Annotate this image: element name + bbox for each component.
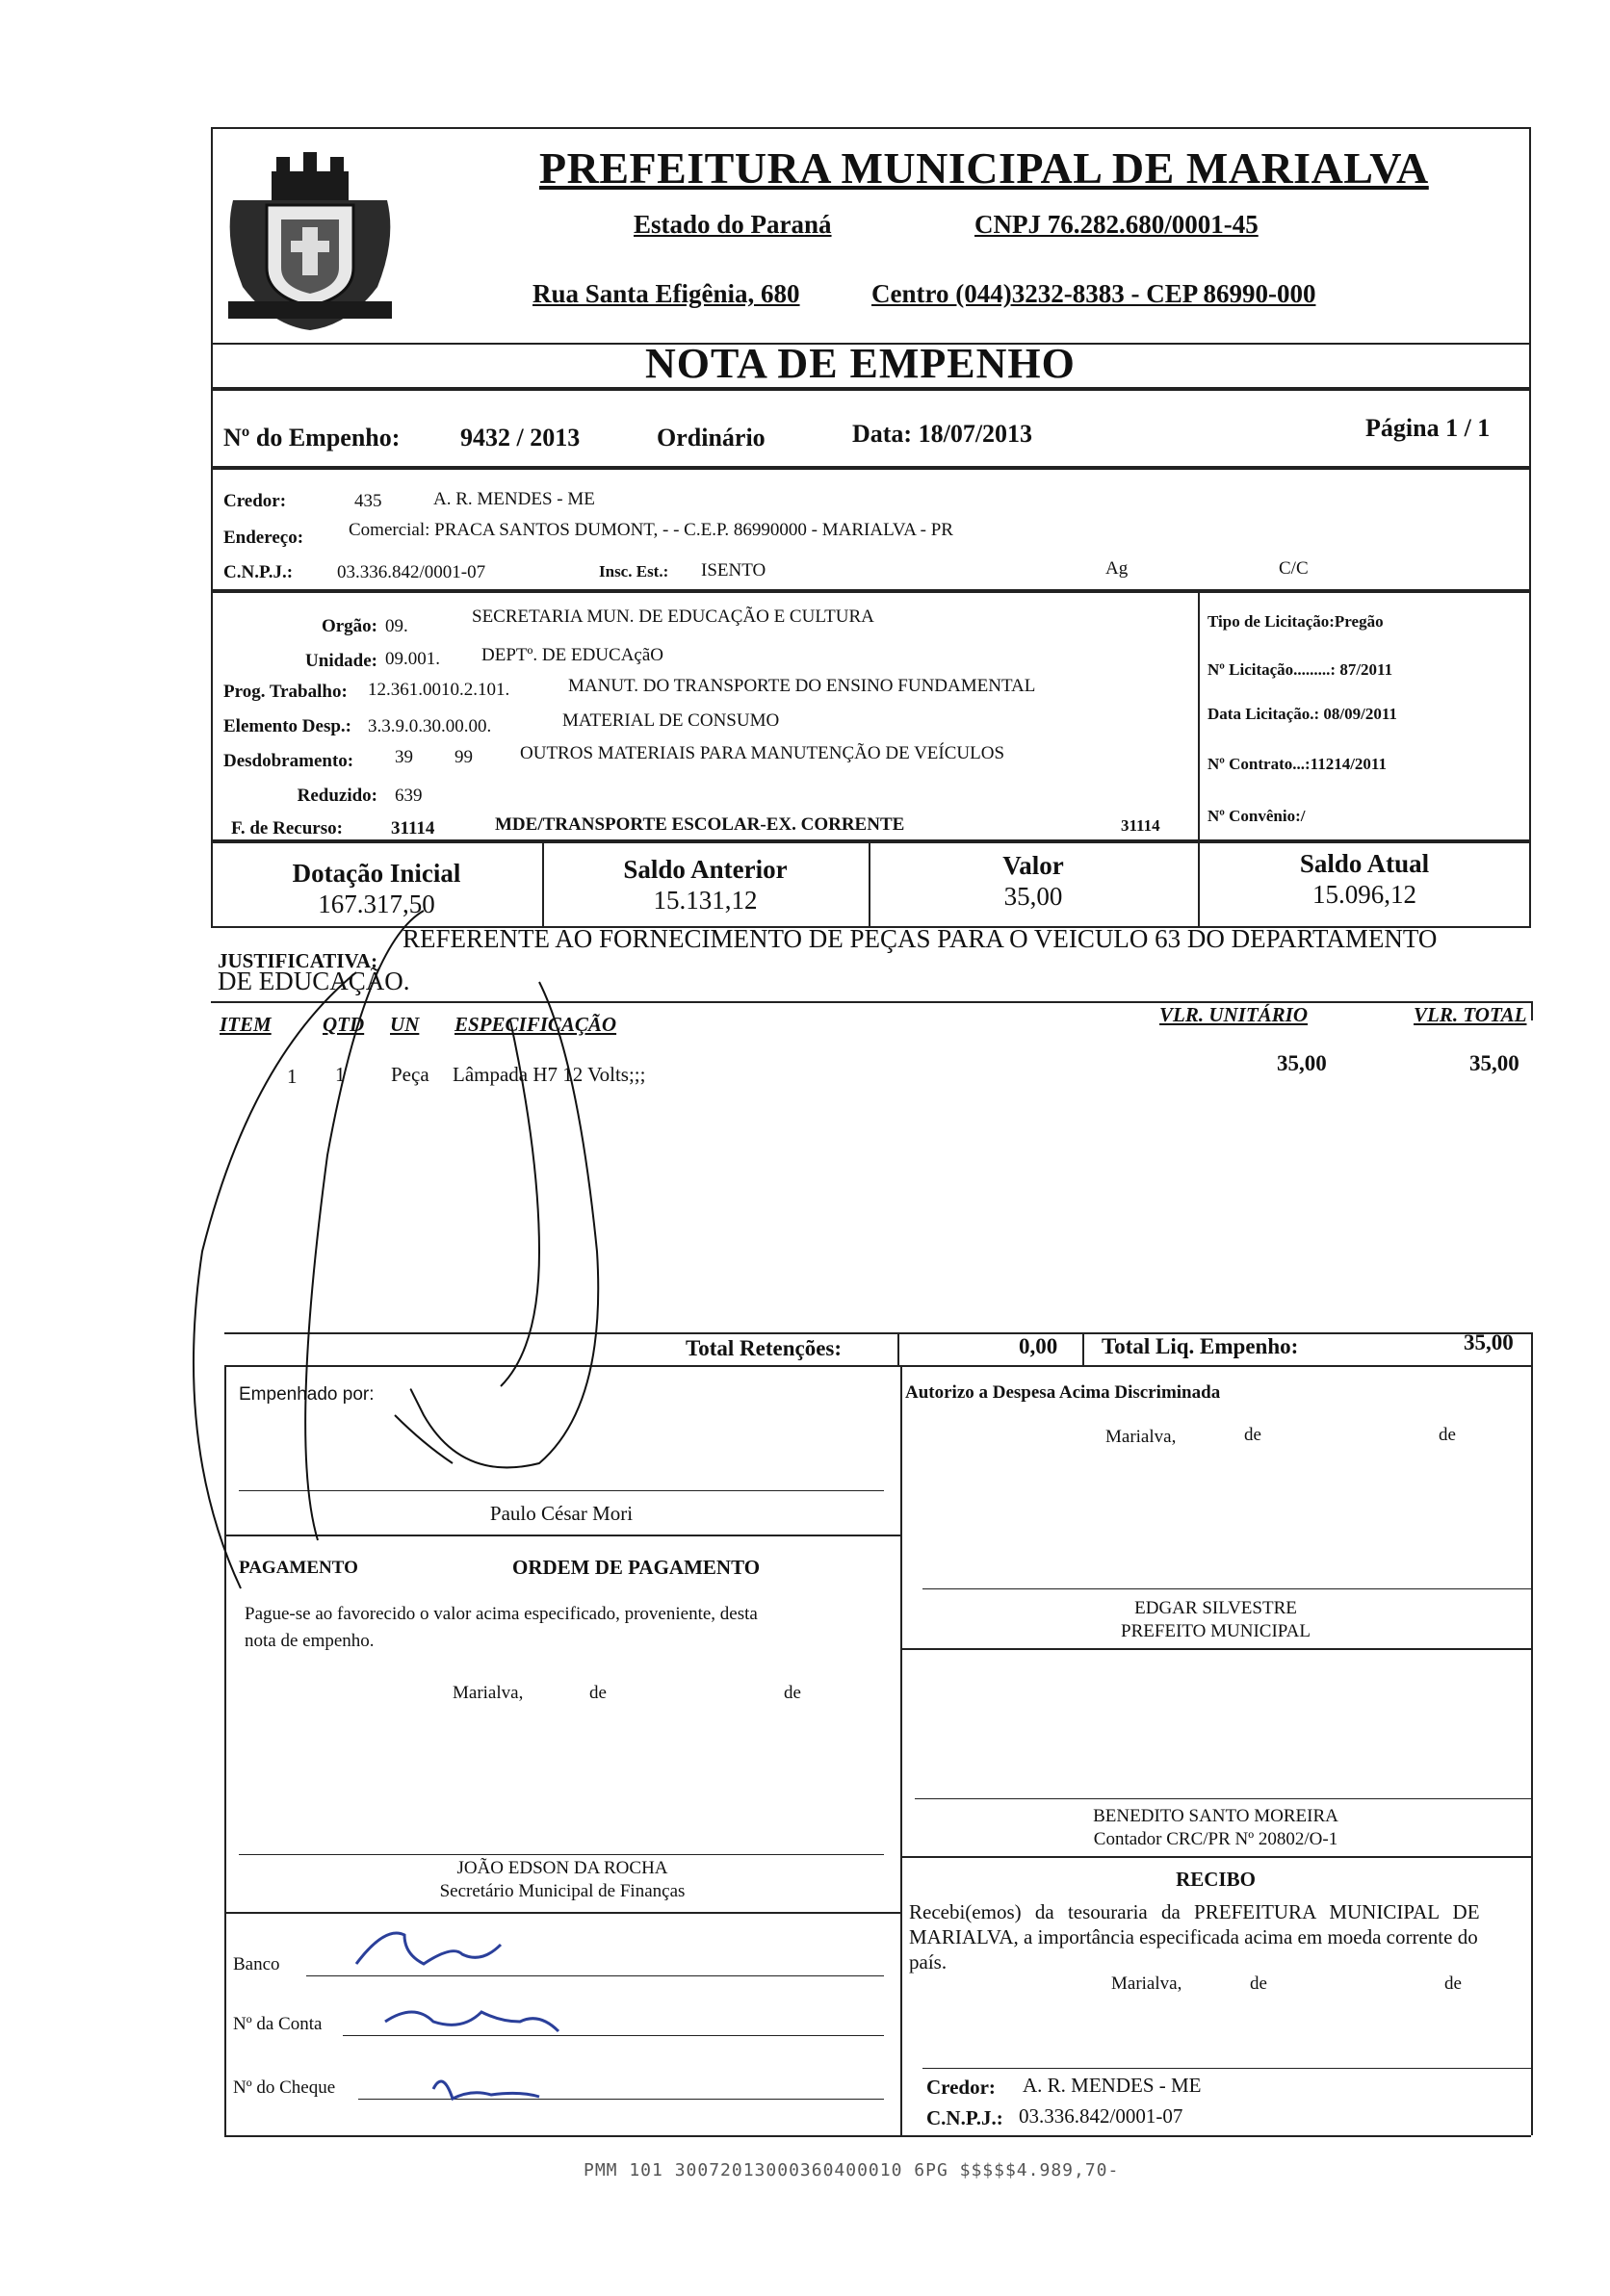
saldo-atual-label: Saldo Atual [1299, 849, 1430, 878]
empenho-date: Data: 18/07/2013 [852, 420, 1033, 448]
ordem-pagamento-label: ORDEM DE PAGAMENTO [512, 1556, 761, 1579]
contador-role: Contador CRC/PR Nº 20802/O-1 [1093, 1829, 1338, 1849]
prog-name: MANUT. DO TRANSPORTE DO ENSINO FUNDAMENTAL [568, 676, 1036, 696]
banco-label: Banco [233, 1954, 280, 1974]
pagamento-de-2: de [784, 1683, 801, 1703]
pagamento-top-line [224, 1535, 900, 1536]
col-vlr-total: VLR. TOTAL [1414, 1003, 1527, 1026]
credor-name: A. R. MENDES - ME [433, 489, 595, 509]
elemento-code: 3.3.9.0.30.00.00. [368, 716, 492, 736]
items-right-border [1531, 1001, 1533, 1020]
totals-right [1531, 1332, 1533, 1365]
totals-bottom-line [224, 1365, 1531, 1367]
dotacao-value: 167.317,50 [318, 890, 435, 918]
numero-contrato: Nº Contrato...:11214/2011 [1208, 755, 1387, 773]
elemento-name: MATERIAL DE CONSUMO [562, 710, 780, 731]
orgao-label: Orgão: [321, 616, 377, 636]
autorizo-label: Autorizo a Despesa Acima Discriminada [905, 1382, 1221, 1403]
saldo-anterior-value: 15.131,12 [653, 886, 758, 915]
saldo-atual-value: 15.096,12 [1312, 880, 1416, 909]
secretario-name: JOÃO EDSON DA ROCHA [456, 1858, 668, 1878]
row-vlr-unitario: 35,00 [1277, 1051, 1327, 1075]
orgao-code: 09. [385, 616, 408, 636]
col-vlr-unitario: VLR. UNITÁRIO [1159, 1003, 1309, 1026]
address-rest: Centro (044)3232-8383 - CEP 86990-000 [871, 279, 1316, 308]
fonte-label: F. de Recurso: [231, 818, 343, 838]
col-qtd: QTD [323, 1013, 365, 1036]
contador-sign-line [915, 1798, 1531, 1799]
address-street: Rua Santa Efigênia, 680 [532, 279, 800, 308]
empenho-type: Ordinário [657, 424, 766, 451]
recibo-text-2: MARIALVA, a importância especificada acima em moeda corrente do [909, 1925, 1478, 1948]
state-name: Estado do Paraná [634, 210, 832, 239]
document-title: NOTA DE EMPENHO [645, 340, 1076, 387]
banco-line [306, 1975, 884, 1976]
empenhado-label: Empenhado por: [239, 1384, 375, 1405]
col-especificacao: ESPECIFICAÇÃO [454, 1013, 617, 1036]
footer-cnpj-label: C.N.P.J.: [926, 2106, 1003, 2129]
empenho-label: Nº do Empenho: [223, 424, 401, 451]
unidade-code: 09.001. [385, 649, 440, 669]
credor-cnpj-label: C.N.P.J.: [223, 562, 294, 582]
agencia-label: Ag [1105, 558, 1129, 579]
recibo-city: Marialva, [1111, 1974, 1182, 1994]
total-retencoes-value: 0,00 [1019, 1334, 1058, 1358]
empenhado-sign-line [239, 1490, 884, 1491]
data-licitacao: Data Licitação.: 08/09/2011 [1208, 705, 1397, 723]
justificativa-label: JUSTIFICATIVA: [218, 949, 378, 972]
pagamento-text-1: Pague-se ao favorecido o valor acima especificado, proveniente, desta [245, 1604, 758, 1624]
numero-licitacao: Nº Licitação.........: 87/2011 [1208, 660, 1393, 679]
lower-left-border [224, 1365, 226, 2135]
justificativa-text-2: DE EDUCAÇÃO. [218, 967, 410, 995]
empenho-number: 9432 / 2013 [460, 424, 581, 451]
conta-label: Nº da Conta [233, 2014, 323, 2034]
orgao-name: SECRETARIA MUN. DE EDUCAÇÃO E CULTURA [472, 606, 874, 627]
prog-code: 12.361.0010.2.101. [368, 680, 510, 700]
justificativa-text-1: REFERENTE AO FORNECIMENTO DE PEÇAS PARA O VEICULO 63 DO DEPARTAMENTO [402, 924, 1438, 953]
row-item: 1 [287, 1065, 298, 1088]
authentication-stamp: PMM 101 30072013000360400010 6PG $$$$$4.989,70- [584, 2160, 1120, 2180]
footer-credor-label: Credor: [926, 2076, 996, 2099]
cheque-label: Nº do Cheque [233, 2077, 336, 2098]
lower-bottom-line [224, 2135, 1531, 2137]
justificativa-bottom-line [211, 1001, 1531, 1003]
desdobramento-label: Desdobramento: [223, 751, 354, 771]
prefeito-role: PREFEITO MUNICIPAL [1121, 1621, 1311, 1641]
totals-div-1 [897, 1332, 899, 1365]
contador-name: BENEDITO SANTO MOREIRA [1093, 1806, 1338, 1826]
empenhado-name: Paulo César Mori [489, 1502, 634, 1525]
page-number: Página 1 / 1 [1365, 414, 1491, 442]
desdobramento-code2: 99 [454, 747, 473, 767]
credor-label: Credor: [223, 491, 287, 511]
lower-center-divider [900, 1365, 902, 2135]
recibo-sign-line [922, 2068, 1531, 2069]
prefeito-sign-line [922, 1588, 1531, 1589]
fonte-code: 31114 [391, 818, 435, 838]
footer-credor-name: A. R. MENDES - ME [1023, 2074, 1202, 2097]
fonte-code-2: 31114 [1121, 816, 1160, 835]
unidade-label: Unidade: [305, 651, 377, 671]
endereco-value: Comercial: PRACA SANTOS DUMONT, - - C.E.P. 86990000 - MARIALVA - PR [349, 520, 953, 540]
saldo-anterior-label: Saldo Anterior [623, 855, 788, 884]
lower-right-border [1531, 1365, 1533, 2135]
total-liquido-label: Total Liq. Empenho: [1102, 1334, 1299, 1358]
credor-code: 435 [354, 491, 382, 511]
conta-line [343, 2035, 884, 2036]
secretario-bottom-line [224, 1912, 900, 1914]
credor-cnpj: 03.336.842/0001-07 [337, 562, 486, 582]
contador-bottom-line [900, 1856, 1531, 1858]
reduzido-label: Reduzido: [297, 786, 377, 806]
desdobramento-code1: 39 [395, 747, 413, 767]
tipo-licitacao: Tipo de Licitação:Pregão [1208, 612, 1384, 631]
autorizo-de-1: de [1244, 1425, 1261, 1445]
conta-corrente-label: C/C [1279, 558, 1309, 579]
total-retencoes-label: Total Retenções: [686, 1336, 843, 1360]
recibo-de-1: de [1250, 1974, 1267, 1994]
col-item: ITEM [220, 1013, 272, 1036]
row-un: Peça [391, 1063, 429, 1086]
dotacao-label: Dotação Inicial [292, 859, 461, 888]
secretario-sign-line [239, 1854, 884, 1855]
valor-label: Valor [1002, 851, 1064, 880]
unidade-name: DEPTº. DE EDUCAçãO [481, 645, 663, 665]
pagamento-city: Marialva, [453, 1683, 524, 1703]
col-un: UN [390, 1013, 420, 1036]
autorizo-de-2: de [1439, 1425, 1456, 1445]
recibo-de-2: de [1444, 1974, 1462, 1994]
desdobramento-name: OUTROS MATERIAIS PARA MANUTENÇÃO DE VEÍCULOS [520, 743, 1005, 763]
cheque-line [358, 2099, 884, 2100]
numero-convenio: Nº Convênio:/ [1208, 807, 1306, 825]
header-cnpj: CNPJ 76.282.680/0001-45 [974, 210, 1259, 239]
recibo-text-1: Recebi(emos) da tesouraria da PREFEITURA MUNICIPAL DE [909, 1900, 1480, 1923]
ie-value: ISENTO [701, 560, 766, 580]
autorizo-city: Marialva, [1105, 1427, 1177, 1447]
recibo-label: RECIBO [1176, 1868, 1256, 1891]
coat-of-arms-logo [214, 142, 406, 335]
row-especificacao: Lâmpada H7 12 Volts;;; [453, 1063, 646, 1086]
endereco-label: Endereço: [223, 528, 304, 548]
pagamento-de-1: de [589, 1683, 607, 1703]
totals-div-2 [1082, 1332, 1084, 1365]
row-qtd: 1 [335, 1063, 346, 1086]
footer-cnpj: 03.336.842/0001-07 [1019, 2104, 1183, 2128]
prefeito-name: EDGAR SILVESTRE [1134, 1598, 1297, 1618]
ie-label: Insc. Est.: [599, 562, 669, 580]
recibo-text-3: país. [909, 1950, 948, 1974]
prefeito-bottom-line [900, 1648, 1531, 1650]
licitacao-divider [1198, 591, 1200, 841]
pagamento-label: PAGAMENTO [239, 1558, 358, 1578]
elemento-label: Elemento Desp.: [223, 716, 351, 736]
prog-label: Prog. Trabalho: [223, 682, 348, 702]
totals-top-line [224, 1332, 1531, 1334]
secretario-role: Secretário Municipal de Finanças [439, 1881, 686, 1901]
prefeitura-title: PREFEITURA MUNICIPAL DE MARIALVA [539, 143, 1429, 193]
reduzido-value: 639 [395, 786, 423, 806]
total-liquido-value: 35,00 [1464, 1330, 1514, 1354]
pagamento-text-2: nota de empenho. [245, 1631, 375, 1651]
fonte-name: MDE/TRANSPORTE ESCOLAR-EX. CORRENTE [495, 814, 905, 835]
valor-value: 35,00 [1003, 882, 1063, 911]
row-vlr-total: 35,00 [1469, 1051, 1519, 1075]
